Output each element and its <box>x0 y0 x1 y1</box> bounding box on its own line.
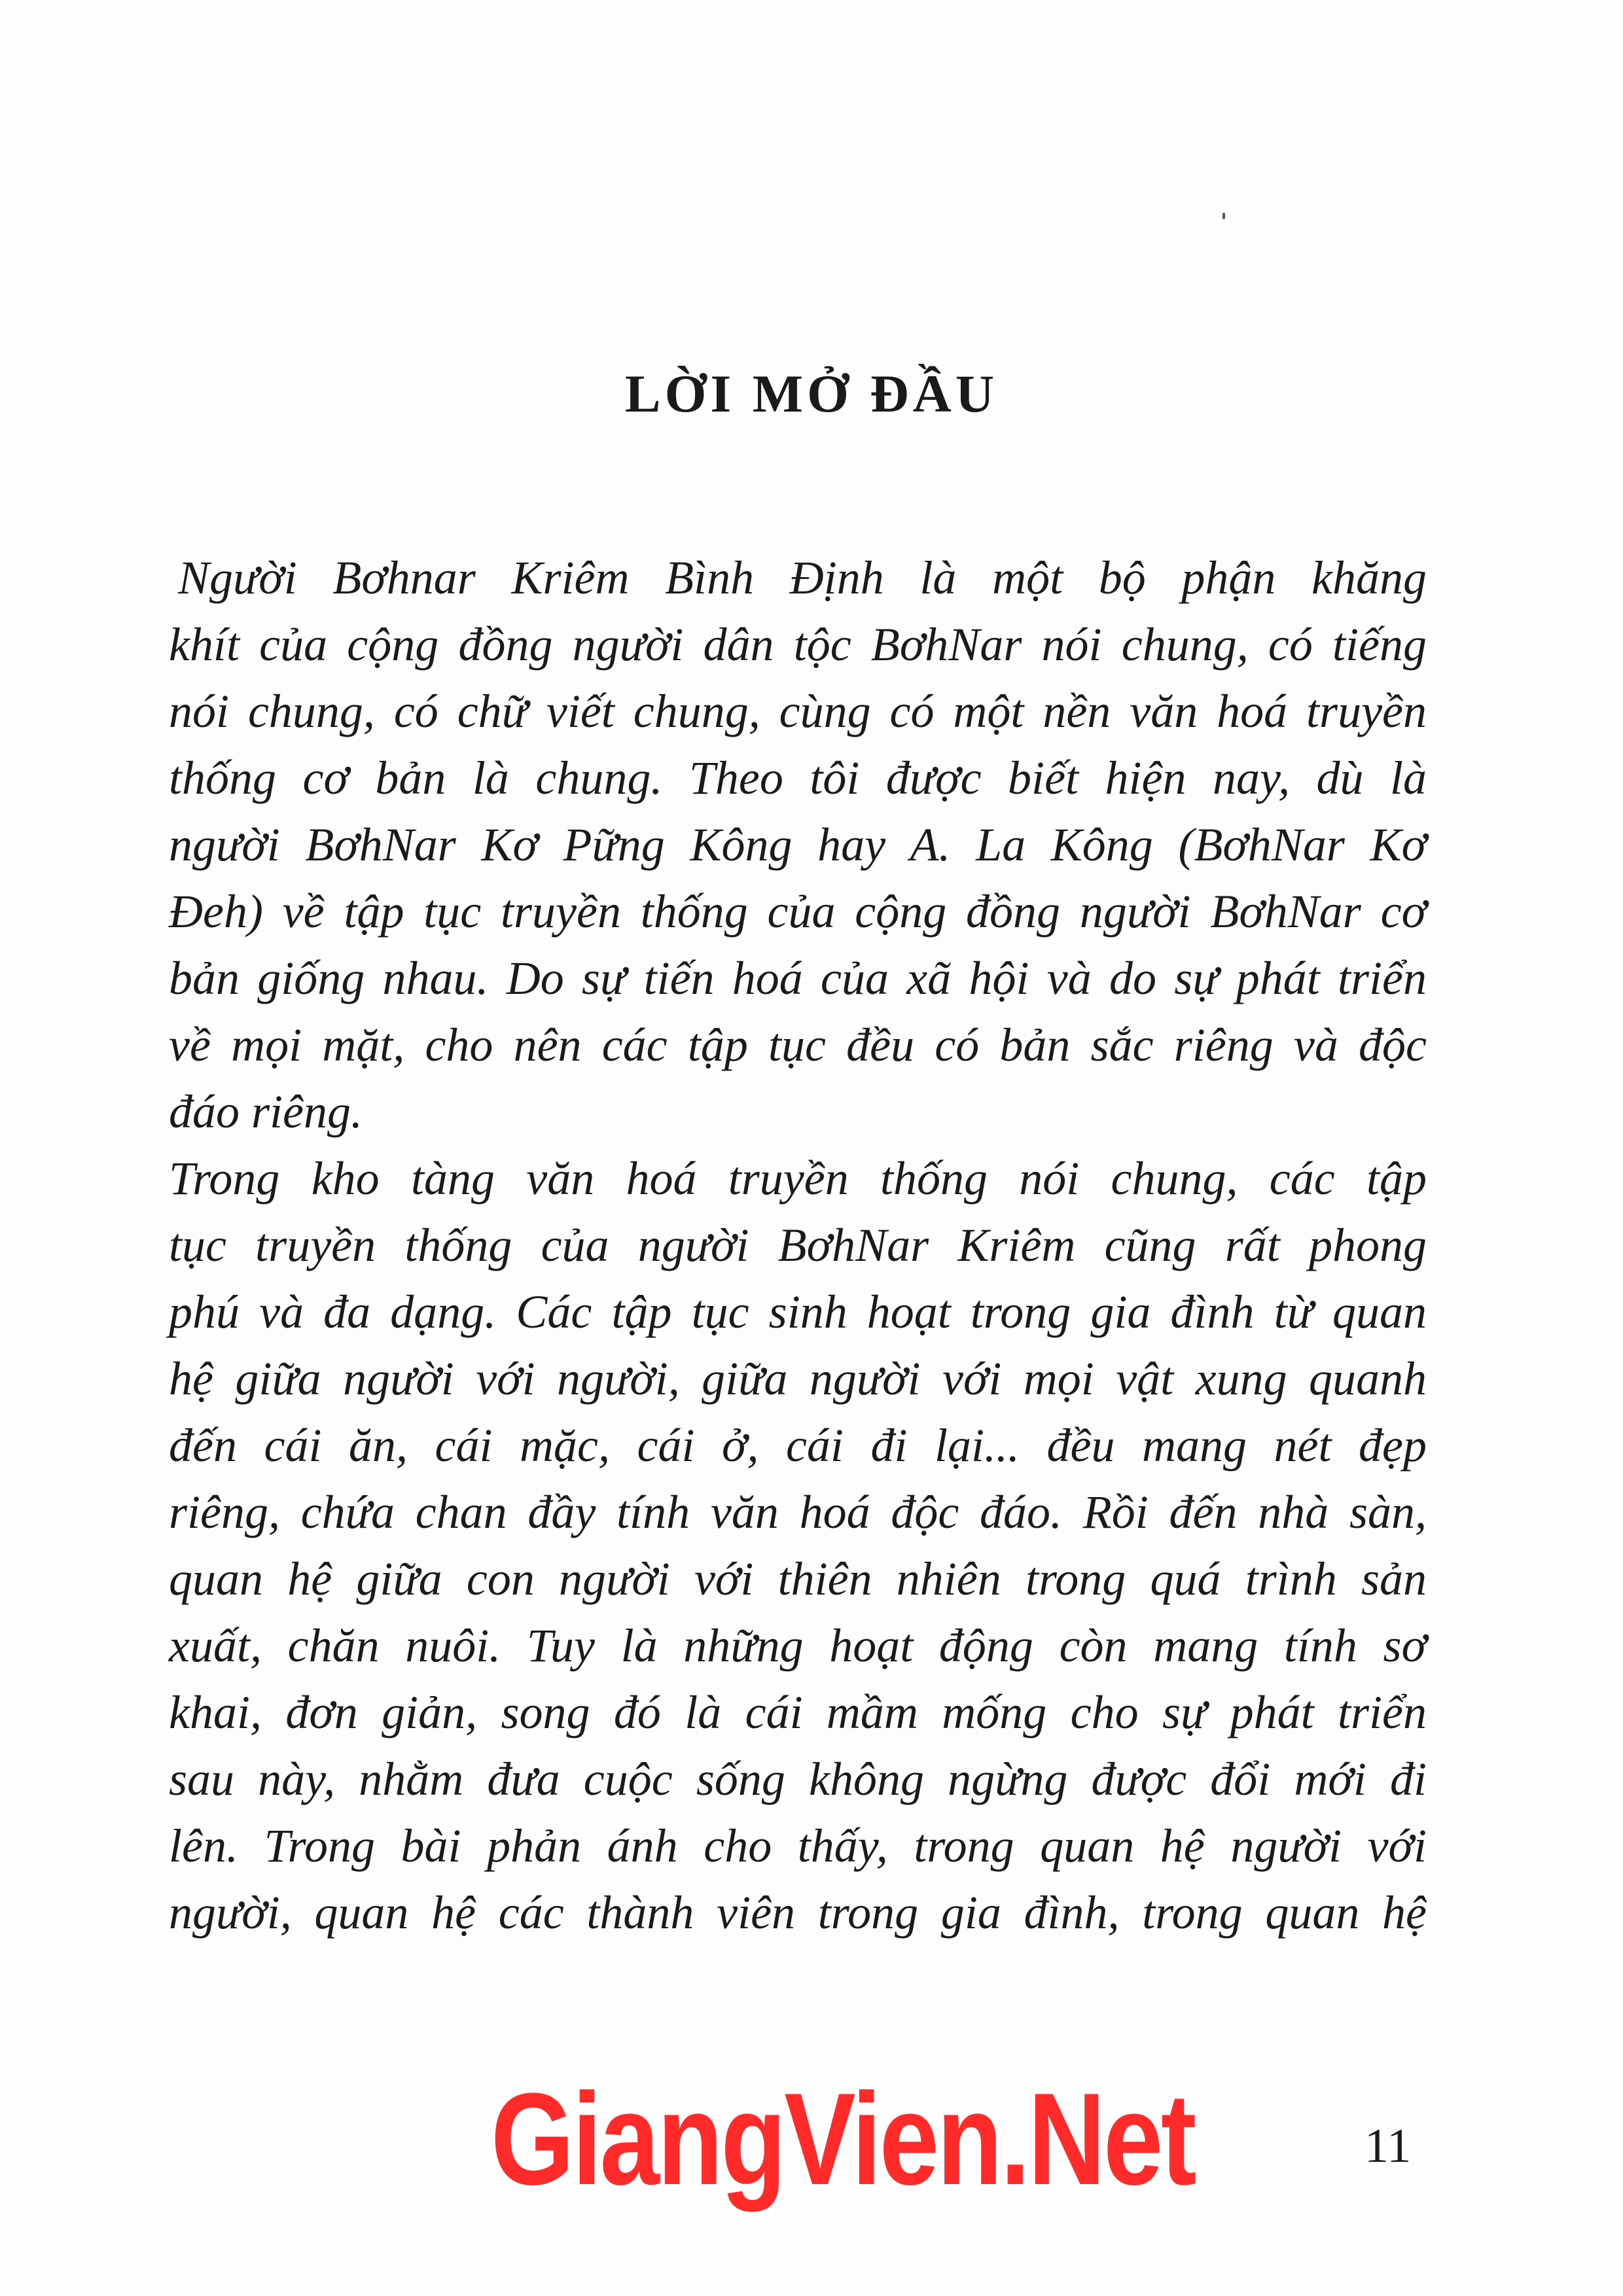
text-line: sau này, nhằm đưa cuộc sống không ngừng được đổi mới đi <box>169 1753 1427 1805</box>
text-line: lên. Trong bài phản ánh cho thấy, trong quan hệ người với <box>169 1820 1427 1872</box>
text-line: về mọi mặt, cho nên các tập tục đều có bản sắc riêng và độc <box>169 1019 1427 1071</box>
text-line: nói chung, có chữ viết chung, cùng có một nền văn hoá truyền <box>169 685 1427 737</box>
watermark-logo: GiangVien.Net <box>491 2066 1195 2212</box>
scan-speck <box>1222 213 1225 219</box>
text-line: riêng, chứa chan đầy tính văn hoá độc đáo. Rồi đến nhà sàn, <box>169 1486 1427 1538</box>
text-line: bản giống nhau. Do sự tiến hoá của xã hội và do sự phát triển <box>169 952 1427 1004</box>
text-line: người, quan hệ các thành viên trong gia đình, trong quan hệ <box>169 1886 1427 1939</box>
text-line: Người Bơhnar Kriêm Bình Định là một bộ phận khăng <box>178 552 1427 604</box>
text-line: đáo riêng. <box>169 1086 363 1138</box>
body-text <box>164 544 1427 1946</box>
text-line: người BơhNar Kơ Pững Kông hay A. La Kông (BơhNar Kơ <box>169 819 1427 871</box>
text-line: Trong kho tàng văn hoá truyền thống nói chung, các tập <box>169 1152 1427 1205</box>
page-title: LỜI MỞ ĐẦU <box>624 364 999 423</box>
page-number: 11 <box>1364 2119 1412 2173</box>
text-line: Đeh) về tập tục truyền thống của cộng đồng người BơhNar cơ <box>169 885 1427 938</box>
paragraph-2 <box>164 1145 1427 1946</box>
text-line: khít của cộng đồng người dân tộc BơhNar nói chung, có tiếng <box>169 618 1427 671</box>
text-line: hệ giữa người với người, giữa người với mọi vật xung quanh <box>169 1352 1427 1405</box>
text-line: phú và đa dạng. Các tập tục sinh hoạt trong gia đình từ quan <box>169 1286 1427 1338</box>
text-line: đến cái ăn, cái mặc, cái ở, cái đi lại... đều mang nét đẹp <box>169 1419 1427 1472</box>
text-line: thống cơ bản là chung. Theo tôi được biết hiện nay, dù là <box>169 752 1427 804</box>
text-line: xuất, chăn nuôi. Tuy là những hoạt động còn mang tính sơ <box>169 1619 1427 1672</box>
text-line: quan hệ giữa con người với thiên nhiên trong quá trình sản <box>169 1553 1427 1605</box>
text-line: khai, đơn giản, song đó là cái mầm mống cho sự phát triển <box>169 1686 1427 1739</box>
text-line: tục truyền thống của người BơhNar Kriêm cũng rất phong <box>169 1219 1427 1271</box>
paragraph-1 <box>164 544 1427 1145</box>
